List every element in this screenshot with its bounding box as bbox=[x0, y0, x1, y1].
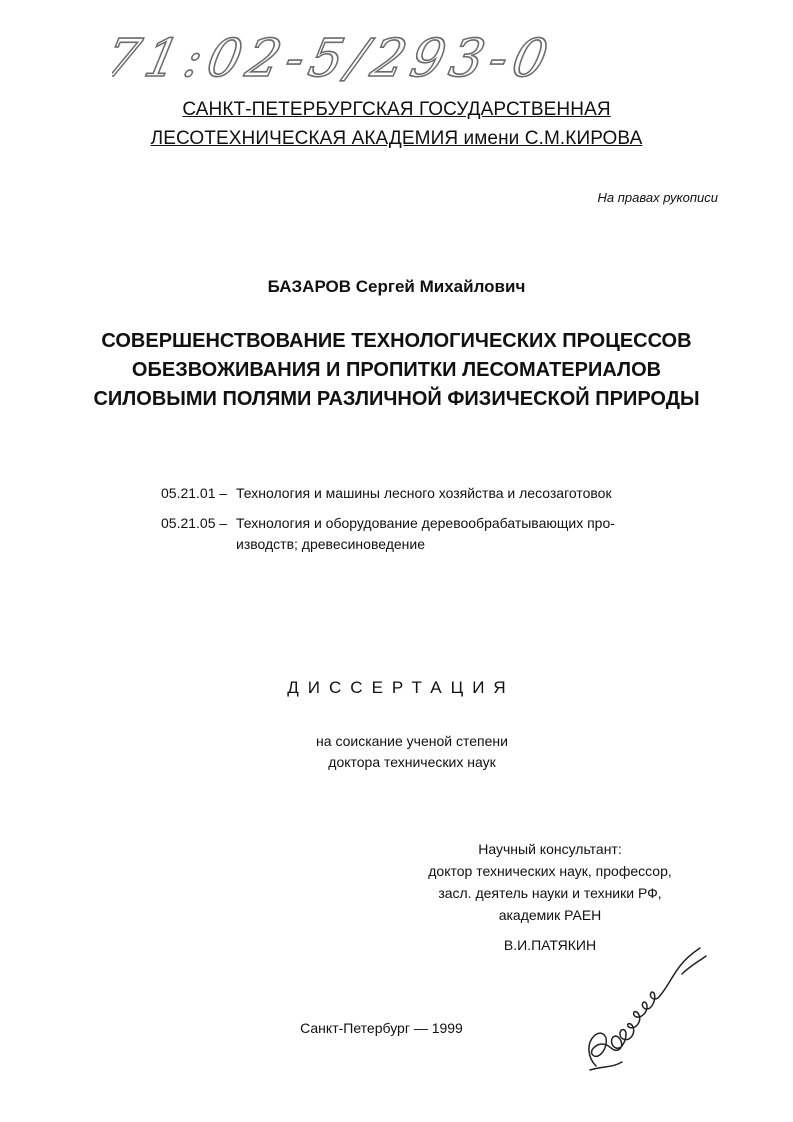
advisor-honorary-title: засл. деятель науки и техники РФ, bbox=[438, 885, 662, 901]
handwritten-number-text: 71:02-5/293-0 bbox=[112, 28, 552, 89]
signature-stroke bbox=[589, 948, 706, 1066]
title-line-3: СИЛОВЫМИ ПОЛЯМИ РАЗЛИЧНОЙ ФИЗИЧЕСКОЙ ПРИРОДЫ bbox=[93, 388, 700, 410]
specialty-code-1: 05.21.01 – bbox=[161, 485, 228, 501]
document-type: ДИССЕРТАЦИЯ bbox=[287, 678, 515, 697]
signature-underline bbox=[590, 1062, 622, 1070]
degree-line-2: доктора технических наук bbox=[328, 754, 496, 770]
advisor-role: Научный консультант: bbox=[478, 841, 622, 857]
specialty-description-2: Технология и оборудование деревообрабатывающих про- bbox=[236, 515, 615, 531]
handwritten-archive-number bbox=[112, 14, 552, 94]
title-line-1: СОВЕРШЕНСТВОВАНИЕ ТЕХНОЛОГИЧЕСКИХ ПРОЦЕССОВ bbox=[101, 330, 692, 352]
specialty-code-2: 05.21.05 – bbox=[161, 515, 228, 531]
advisor-degree: доктор технических наук, профессор, bbox=[428, 863, 672, 879]
advisor-name: В.И.ПАТЯКИН bbox=[503, 937, 597, 953]
advisor-membership: академик РАЕН bbox=[498, 907, 602, 923]
degree-line-1: на соискание ученой степени bbox=[316, 733, 508, 749]
author-signature bbox=[582, 940, 722, 1075]
manuscript-rights-note: На правах рукописи bbox=[597, 190, 718, 205]
author-name: БАЗАРОВ Сергей Михайлович bbox=[267, 277, 526, 296]
specialty-description-1: Технология и машины лесного хозяйства и лесозаготовок bbox=[236, 485, 612, 501]
title-line-2: ОБЕЗВОЖИВАНИЯ И ПРОПИТКИ ЛЕСОМАТЕРИАЛОВ bbox=[131, 359, 662, 381]
institution-line-2: ЛЕСОТЕХНИЧЕСКАЯ АКАДЕМИЯ имени С.М.КИРОВА bbox=[150, 128, 643, 149]
city-year: Санкт-Петербург — 1999 bbox=[300, 1020, 463, 1036]
specialty-description-2-continuation: изводств; древесиноведение bbox=[236, 536, 425, 552]
institution-line-1: САНКТ-ПЕТЕРБУРГСКАЯ ГОСУДАРСТВЕННАЯ bbox=[182, 99, 611, 120]
